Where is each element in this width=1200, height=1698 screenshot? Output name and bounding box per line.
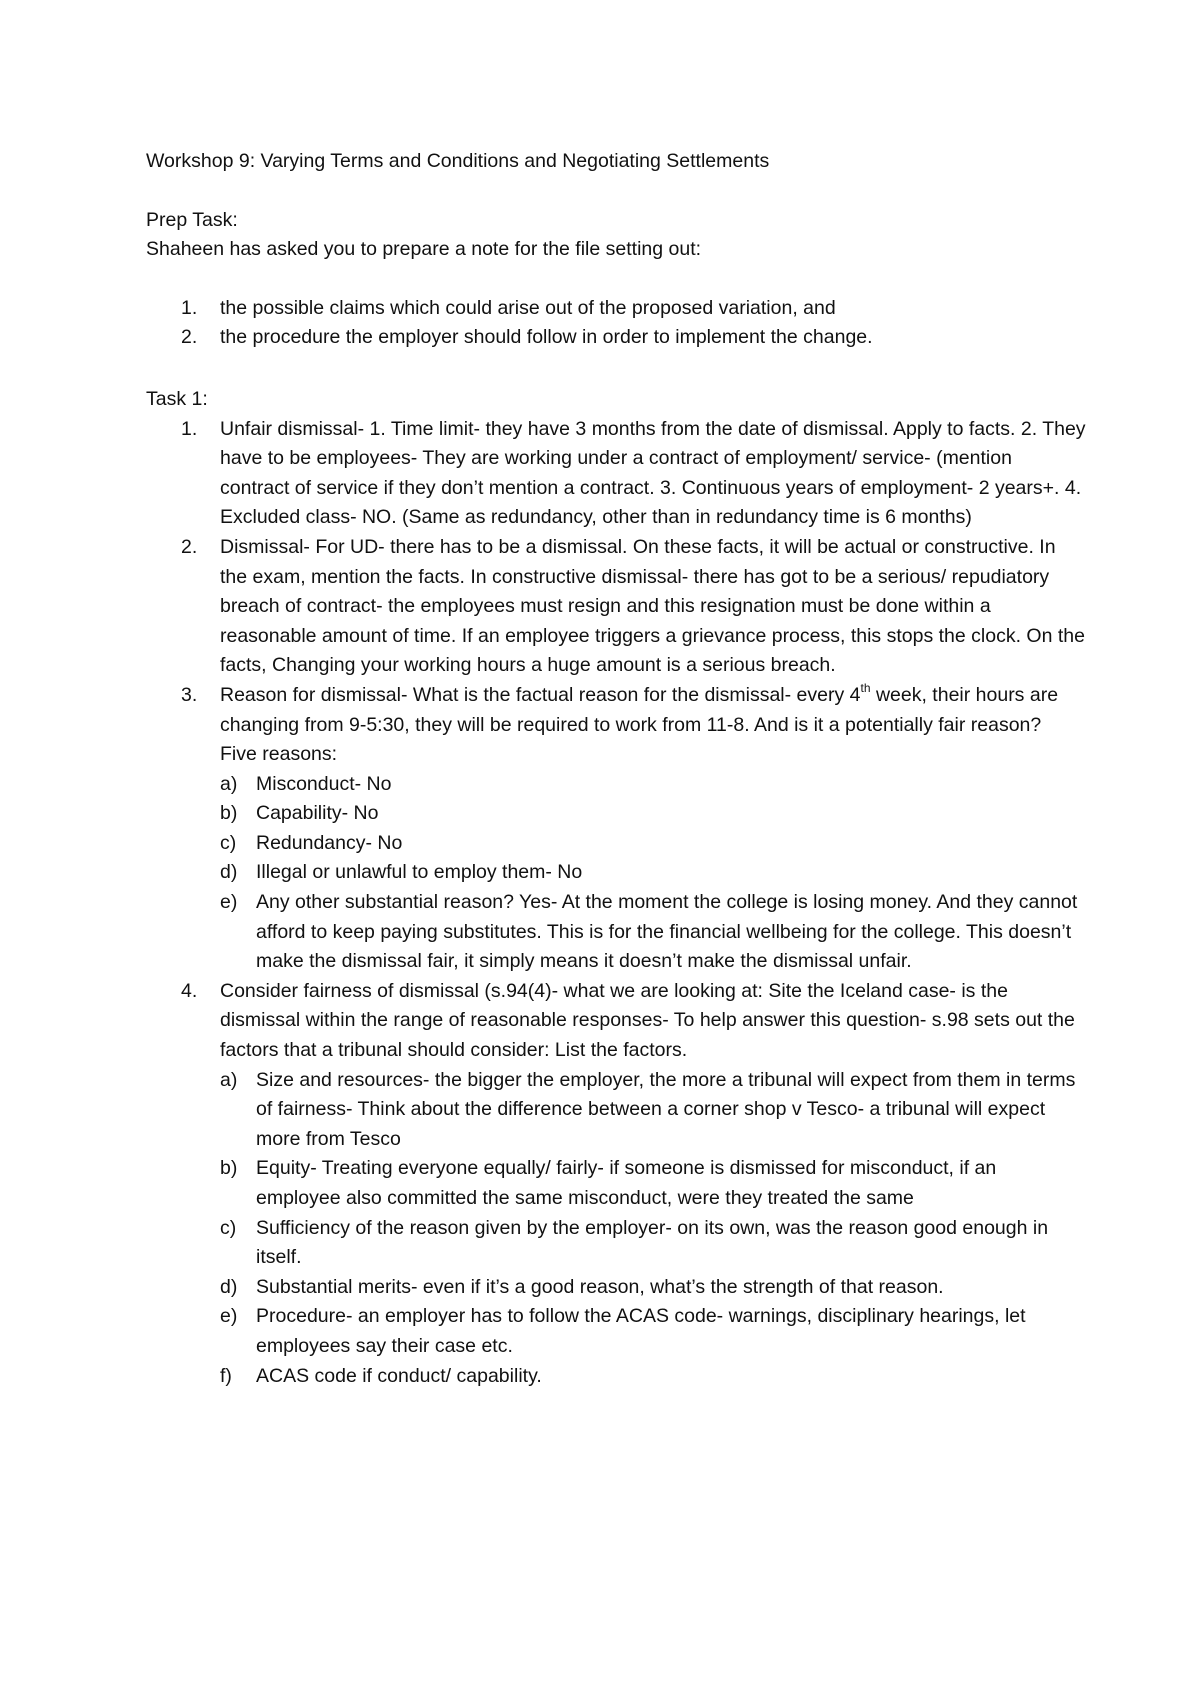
sub-list-item-text: Illegal or unlawful to employ them- No [256,861,583,884]
list-item-text: Consider fairness of dismissal (s.94(4)- what we are looking at: Site the Iceland case- is the dismissal within the range of reasonable responses- To help answer this question- s.98 sets out the factors that a tribunal should consider: List the factors. [220,979,1075,1062]
list-item-text: the possible claims which could arise out of the proposed variation, and [220,296,836,319]
sub-list-item [220,888,1086,977]
list-letter: b) [220,1157,238,1180]
sub-list-item [220,1302,1086,1361]
list-item [146,415,1086,533]
sub-list-item-text: Equity- Treating everyone equally/ fairly- if someone is dismissed for misconduct, if an employee also committed the same misconduct, were they treated the same [256,1157,997,1209]
list-letter: d) [220,861,238,884]
list-item [146,977,1086,1391]
list-item-text: Unfair dismissal- 1. Time limit- they have 3 months from the date of dismissal. Apply to facts. 2. They have to be employees- They are working under a contract of employment/ service- (mention contract of service if they don’t mention a contract. 3. Continuous years of employment- 2 years+. 4. Excluded class- NO. (Same as redundancy, other than in redundancy time is 6 months) [220,417,1086,529]
sub-list-item [220,1214,1086,1273]
sub-list-item-text: Any other substantial reason? Yes- At the moment the college is losing money. And they cannot afford to keep paying substitutes. This is for the financial wellbeing for the college. This doesn’t make the dismissal fair, it simply means it doesn’t make the dismissal unfair. [256,891,1078,973]
list-number: 1. [181,417,198,440]
task1-list [146,415,1086,1392]
list-item [146,533,1086,681]
document-body [146,147,1086,1391]
prep-task-heading: Prep Task: [146,208,238,231]
sub-list-item [220,1154,1086,1213]
list-letter: c) [220,831,237,854]
sub-list-item-text: Size and resources- the bigger the employer, the more a tribunal will expect from them in terms of fairness- Think about the difference between a corner shop v Tesco- a tribunal will expect more from Tesco [256,1068,1076,1150]
list-item [146,323,1086,353]
sub-list-item [220,829,1086,859]
sub-list-item-text: Capability- No [256,802,379,825]
sub-list-item [220,1362,1086,1392]
document-title: Workshop 9: Varying Terms and Conditions and Negotiating Settlements [146,150,770,172]
superscript: th [860,681,871,696]
list-letter: f) [220,1364,232,1387]
sub-list-item-text: Misconduct- No [256,772,392,795]
sub-list-item-text: Substantial merits- even if it’s a good reason, what’s the strength of that reason. [256,1275,944,1298]
prep-task-list [146,294,1086,353]
sub-list-item-text: Sufficiency of the reason given by the employer- on its own, was the reason good enough in itself. [256,1216,1049,1269]
list-number: 3. [181,683,198,706]
five-reasons-heading: Five reasons: [220,743,338,766]
prep-task-intro: Shaheen has asked you to prepare a note for the file setting out: [146,238,702,261]
sub-list-item-text: Procedure- an employer has to follow the ACAS code- warnings, disciplinary hearings, let employees say their case etc. [256,1305,1026,1357]
list-number: 1. [181,296,198,319]
sub-list-item [220,858,1086,888]
list-number: 4. [181,979,198,1002]
sub-list-item [220,1273,1086,1303]
sub-list-item-text: ACAS code if conduct/ capability. [256,1364,542,1387]
list-letter: e) [220,1305,238,1328]
list-letter: a) [220,1068,238,1091]
reasons-list [220,770,1086,977]
factors-list [220,1066,1086,1392]
list-number: 2. [181,535,198,558]
list-letter: d) [220,1275,238,1298]
list-letter: c) [220,1216,237,1239]
list-number: 2. [181,326,198,349]
sub-list-item [220,770,1086,800]
list-item-text: Dismissal- For UD- there has to be a dismissal. On these facts, it will be actual or constructive. In the exam, mention the facts. In constructive dismissal- there has got to be a serious/ repudiatory breach of contract- the employees must resign and this resignation must be done within a reasonable amount of time. If an employee triggers a grievance process, this stops the clock. On the facts, Changing your working hours a huge amount is a serious breach. [220,535,1085,677]
sub-list-item-text: Redundancy- No [256,831,403,854]
list-item-text: the procedure the employer should follow in order to implement the change. [220,326,873,349]
list-item-text-part: Reason for dismissal- What is the factual reason for the dismissal- every 4 [220,683,861,706]
list-item [146,294,1086,324]
task1-heading: Task 1: [146,387,208,410]
sub-list-item [220,1066,1086,1155]
list-item [146,681,1086,977]
list-letter: a) [220,772,238,795]
list-letter: e) [220,891,238,914]
list-item-text [220,681,1059,736]
list-letter: b) [220,802,238,825]
list-item-text-part: week, their hours are changing from 9-5:30, they will be required to work from 11-8. And is it a potentially fair reason? [220,683,1059,736]
sub-list-item [220,799,1086,829]
